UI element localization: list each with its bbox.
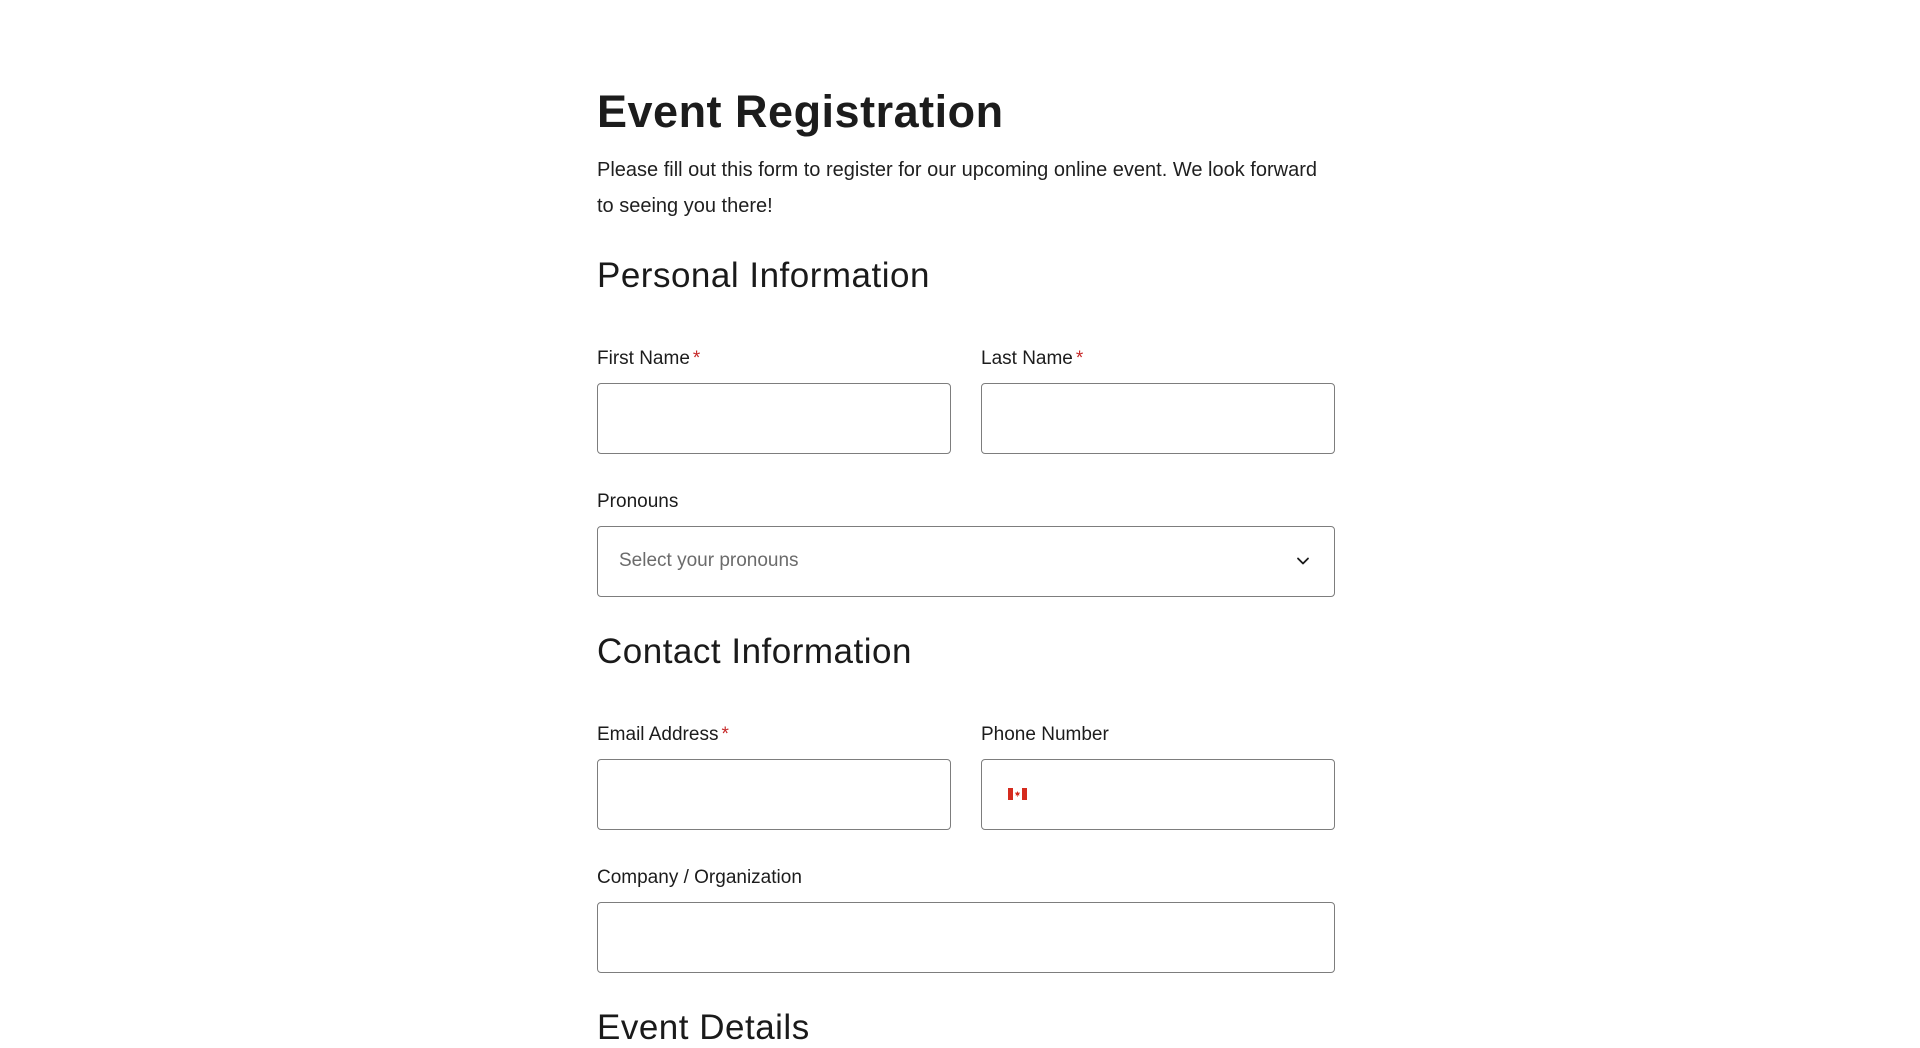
section-heading-event: Event Details (597, 1008, 810, 1047)
email-input[interactable] (598, 760, 950, 829)
pronouns-label: Pronouns (597, 491, 679, 512)
canada-flag-icon[interactable] (1008, 788, 1027, 800)
company-field[interactable] (597, 902, 1335, 973)
last-name-label-text: Last Name (981, 348, 1073, 369)
email-label-text: Email Address (597, 724, 719, 745)
chevron-down-icon (1296, 554, 1310, 568)
last-name-field[interactable] (981, 383, 1335, 454)
pronouns-placeholder: Select your pronouns (619, 550, 799, 571)
required-marker: * (721, 724, 729, 745)
section-heading-contact: Contact Information (597, 632, 912, 671)
phone-input[interactable] (1042, 760, 1334, 829)
phone-label: Phone Number (981, 724, 1109, 745)
page-title: Event Registration (597, 86, 1004, 137)
pronouns-select[interactable] (597, 526, 1335, 597)
form-description: Please fill out this form to register for our upcoming online event. We look forward to seeing you there! (597, 159, 1317, 217)
first-name-label-text: First Name (597, 348, 690, 369)
last-name-label (981, 348, 1083, 370)
company-input[interactable] (598, 903, 1334, 972)
last-name-input[interactable] (982, 384, 1334, 453)
first-name-field[interactable] (597, 383, 951, 454)
required-marker: * (1075, 348, 1084, 369)
first-name-input[interactable] (598, 384, 950, 453)
first-name-label (597, 348, 700, 370)
email-field[interactable] (597, 759, 951, 830)
required-marker: * (692, 348, 701, 369)
company-label: Company / Organization (597, 867, 802, 888)
phone-field[interactable] (981, 759, 1335, 830)
email-label (597, 724, 729, 746)
section-heading-personal: Personal Information (597, 256, 930, 295)
